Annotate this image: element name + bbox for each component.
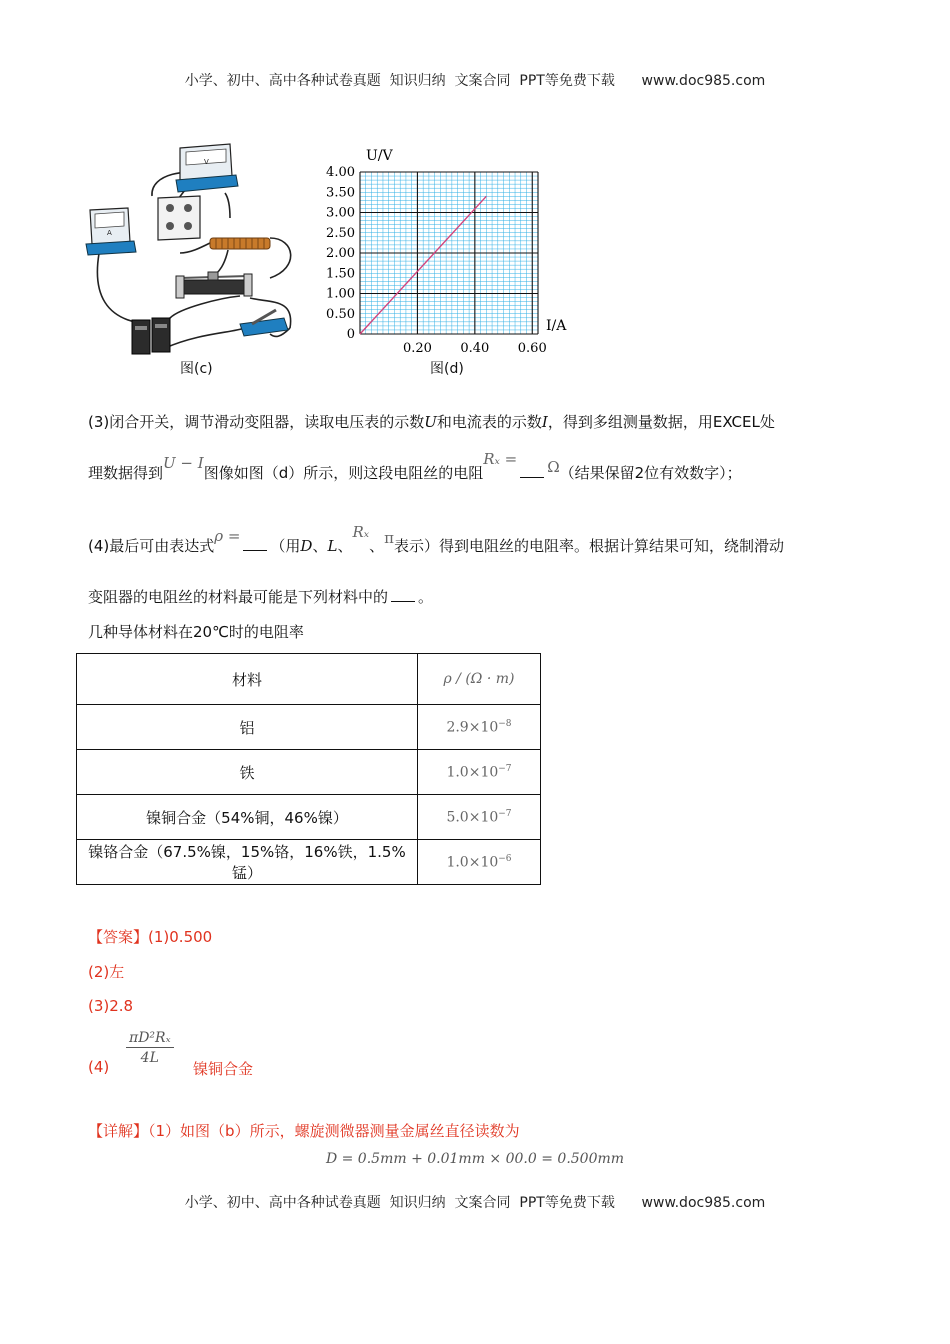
table-row	[77, 705, 541, 750]
y-tick-label: 0	[346, 327, 355, 342]
chart-x-label: I/A	[546, 318, 567, 334]
answer-1: 【答案】(1)0.500	[88, 928, 213, 946]
table-row	[77, 750, 541, 795]
table-caption: 几种导体材料在20℃时的电阻率	[88, 623, 304, 641]
x-tick-label: 0.60	[517, 341, 547, 356]
ui-graph	[310, 138, 600, 378]
table-header-row	[77, 654, 541, 705]
header-rho: ρ / (Ω · m)	[418, 654, 541, 705]
y-tick-label: 2.50	[326, 225, 355, 241]
page-footer: 小学、初中、高中各种试卷真题 知识归纳 文案合同 PPT等免费下载 www.doc985.com	[184, 1195, 766, 1211]
y-tick-label: 3.00	[326, 205, 355, 221]
answer-3: (3)2.8	[88, 997, 134, 1015]
circuit-diagram	[80, 138, 300, 378]
answer-tag: 【答案】	[88, 928, 149, 946]
chart-x-ticks	[403, 341, 547, 356]
svg-text:A: A	[107, 229, 112, 237]
figure-d-caption: 图(d)	[430, 361, 464, 377]
answer-blank-rx[interactable]	[520, 463, 544, 478]
resistance-wire-coil-icon	[210, 238, 270, 249]
x-tick-label: 0.20	[402, 341, 432, 356]
figure-c-caption: 图(c)	[180, 361, 213, 377]
row-material: 铁	[77, 750, 418, 795]
header-material: 材料	[77, 654, 418, 705]
chart-y-ticks	[326, 165, 355, 342]
row-material: 镍铜合金（54%铜，46%镍）	[77, 795, 418, 840]
answer-2: (2)左	[88, 963, 125, 981]
question-3-line-1: (3)闭合开关，调节滑动变阻器，读取电压表的示数U和电流表的示数I，得到多组测量数据，用EXCEL处	[88, 413, 775, 431]
row-material: 铝	[77, 705, 418, 750]
chart-y-label: U/V	[366, 148, 393, 164]
y-tick-label: 1.50	[326, 266, 355, 282]
x-tick-label: 0.40	[460, 341, 490, 356]
ammeter-icon	[86, 208, 136, 255]
row-rho: $1.0\times 10^{-6}$	[418, 840, 541, 885]
y-tick-label: 2.00	[326, 246, 355, 261]
question-4-line-1: (4)最后可由表达式ρ =（用D、L、Rₓ、π表示）得到电阻丝的电阻率。根据计算结果可知，绕制滑动	[88, 523, 784, 555]
detail-line: 【详解】（1）如图（b）所示，螺旋测微器测量金属丝直径读数为	[88, 1122, 520, 1140]
answer-4-label: (4)	[88, 1058, 110, 1076]
question-4-line-2: 变阻器的电阻丝的材料最可能是下列材料中的 。	[88, 588, 434, 606]
table-row	[77, 795, 541, 840]
answer-4-fraction: $\frac{\text{πD²Rₓ}}{4L}$	[126, 1030, 174, 1066]
rheostat-icon	[176, 272, 252, 298]
y-tick-label: 4.00	[326, 165, 355, 180]
resistance-box-icon	[158, 196, 200, 240]
page-header: 小学、初中、高中各种试卷真题 知识归纳 文案合同 PPT等免费下载 www.doc985.com	[184, 73, 766, 89]
svg-text:V: V	[204, 158, 209, 166]
answer-blank-material[interactable]	[391, 587, 415, 602]
row-rho: $5.0\times 10^{-7}$	[418, 795, 541, 840]
resistivity-table	[76, 653, 541, 885]
row-rho: $2.9\times 10^{-8}$	[418, 705, 541, 750]
answer-4-material: 镍铜合金	[193, 1060, 254, 1078]
question-3-line-2: 理数据得到U − I图像如图（d）所示，则这段电阻丝的电阻Rₓ = Ω（结果保留2位有效数字）；	[88, 450, 742, 482]
y-tick-label: 0.50	[326, 306, 355, 322]
detail-formula: D = 0.5mm + 0.01mm × 00.0 = 0.500mm	[325, 1151, 625, 1167]
row-material: 镍铬合金（67.5%镍，15%铬，16%铁，1.5%锰）	[77, 840, 418, 885]
y-tick-label: 1.00	[326, 286, 355, 302]
battery-icon	[132, 318, 170, 354]
row-rho: $1.0\times 10^{-7}$	[418, 750, 541, 795]
detail-tag: 【详解】	[88, 1122, 149, 1140]
voltmeter-icon	[176, 144, 238, 192]
table-row	[77, 840, 541, 885]
y-tick-label: 3.50	[326, 185, 355, 201]
answer-blank-rho[interactable]	[243, 536, 267, 551]
switch-icon	[240, 310, 288, 336]
